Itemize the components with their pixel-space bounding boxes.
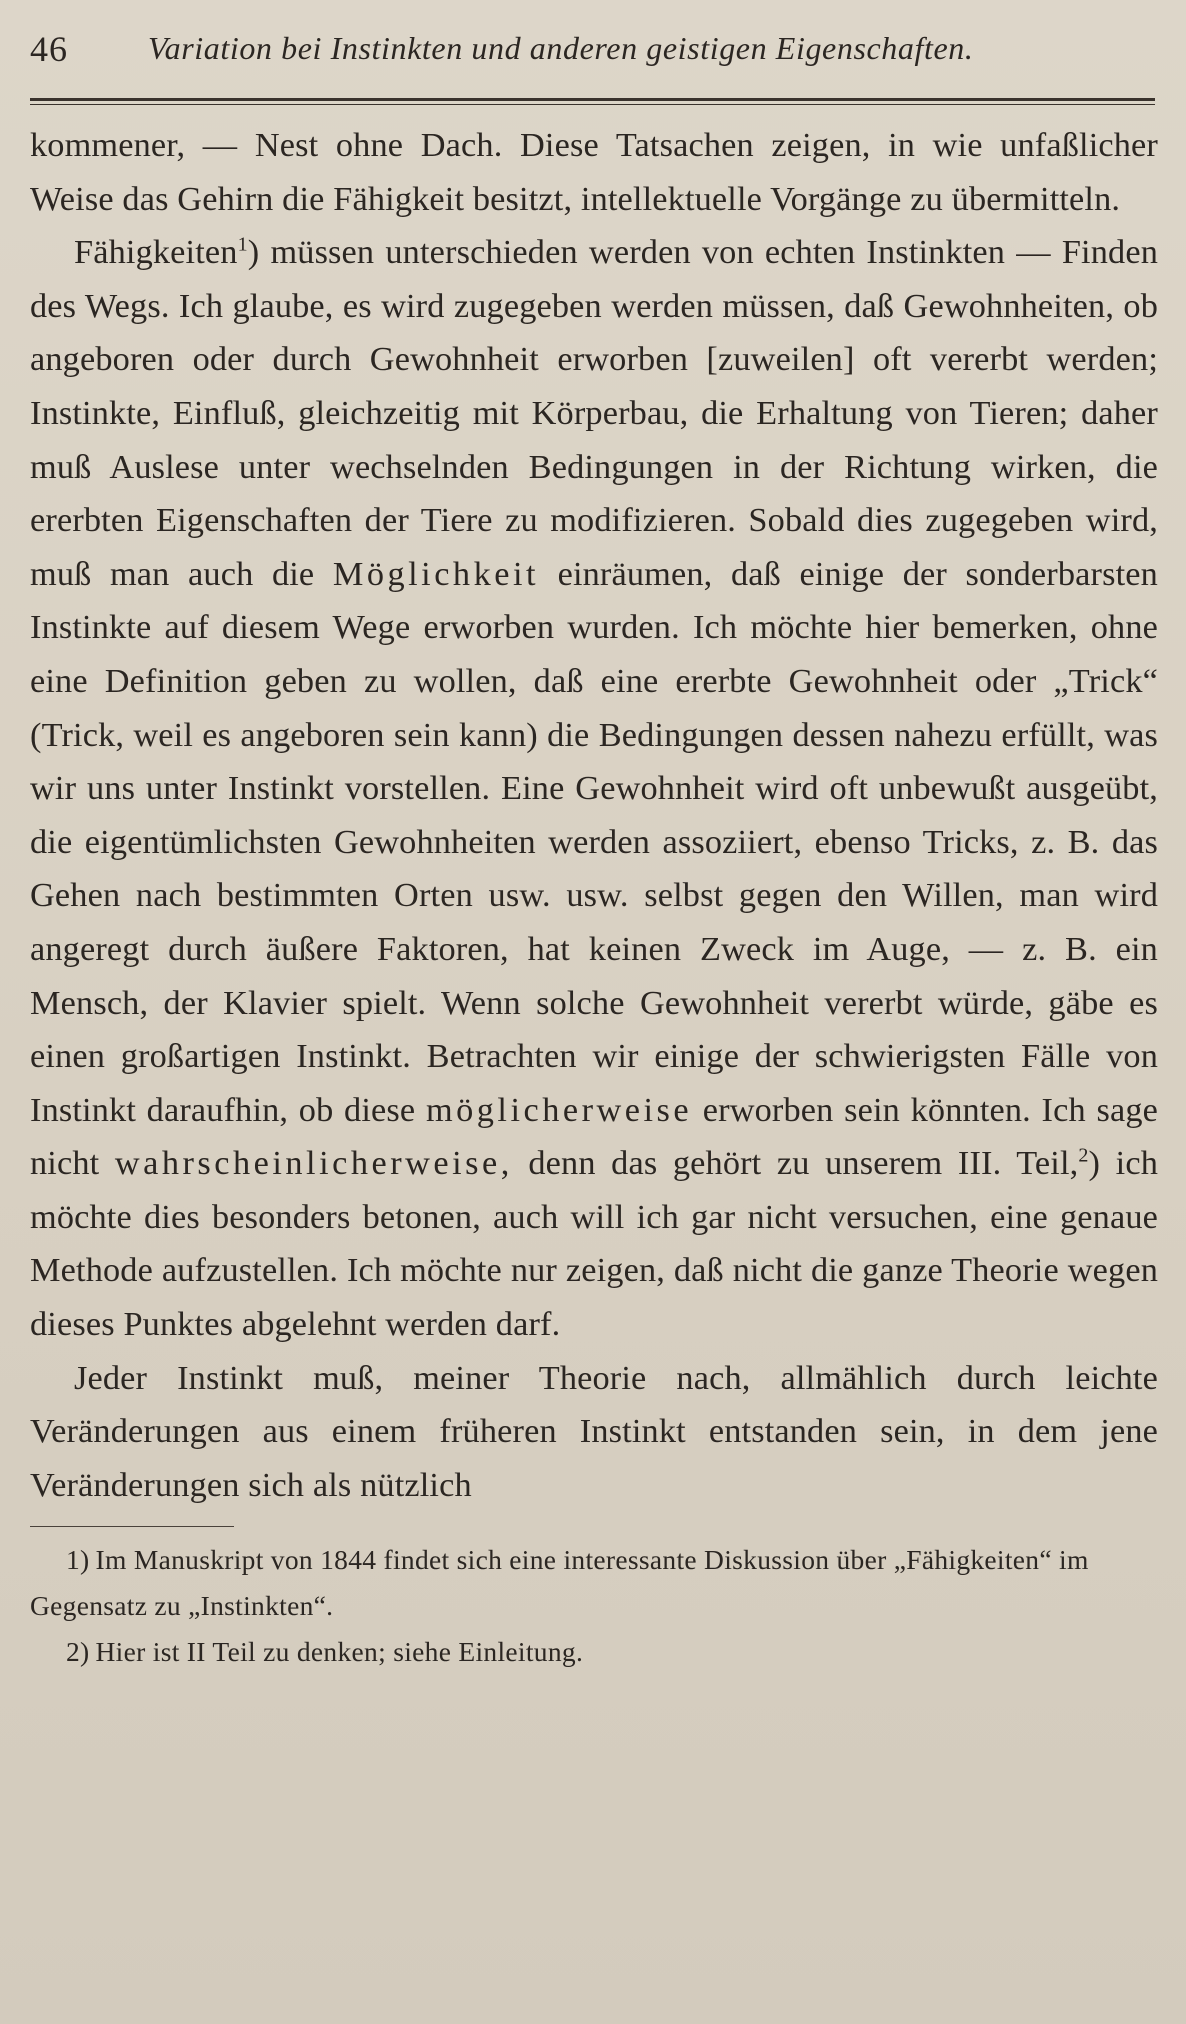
paragraph-2-part-5: denn das gehört zu unserem III. Teil, [528,1144,1079,1183]
paragraph-2-part-2: ) müssen unterschieden werden von echten Instinkten — Finden des Wegs. Ich glaube, es wird zugegeben werden müssen, daß Gewohnheiten, ob angeboren oder durch Gewohnheit erworben [zuweilen] oft vererbt werden; Instinkte, Einfluß, gleichzeitig mit Körperbau, die Erhaltung von Tieren; daher muß Auslese unter wechselnden Bedingungen in der Richtung wirken, die ererbten Eigenschaften der Tiere zu modifizieren. Sobald dies zugegeben wird, muß man auch die [30,233,1158,593]
paragraph-2-part-4: erworben sein könnten. Ich sage nicht [30,1090,1158,1183]
footnote-2 [30,1629,1158,1675]
running-head [30,22,1158,80]
header-rule [30,98,1155,105]
footnote-text: Im Manuskript von 1844 findet sich eine interessante Diskussion über „Fähigkeiten“ im Gegensatz zu „Instinkten“. [30,1544,1089,1622]
footnote-marker: 2) [66,1636,90,1668]
footnotes [30,1537,1158,1675]
footnote-text: Hier ist II Teil zu denken; siehe Einleitung. [95,1636,584,1668]
footnote-1 [30,1537,1158,1629]
paragraph-2 [30,226,1158,1351]
spaced-emphasis-1: Möglichkeit [332,554,540,593]
paragraph-1: kommener, — Nest ohne Dach. Diese Tatsachen zeigen, in wie unfaßlicher Weise das Gehirn die Fähigkeit besitzt, intellektuelle Vorgänge zu übermitteln. [30,126,1158,218]
body-text [30,119,1158,1512]
footnote-marker: 1) [66,1544,90,1576]
footnote-rule [30,1526,234,1527]
paragraph-3: Jeder Instinkt muß, meiner Theorie nach, allmählich durch leichte Veränderungen aus einem früheren Instinkt entstanden sein, in dem jene Veränderungen sich als nützlich [30,1358,1158,1504]
paragraph-2-part-1: Fähigkeiten [74,233,238,272]
page-number: 46 [30,29,68,69]
footnote-ref-1: 1 [237,233,248,256]
spaced-emphasis-2: möglicherweise [425,1090,693,1129]
paragraph-2-part-6: ) ich möchte dies besonders betonen, auch will ich gar nicht versuchen, eine genaue Methode aufzustellen. Ich möchte nur zeigen, daß nicht die ganze Theorie wegen dieses Punktes abgelehnt werden darf. [30,1144,1159,1344]
running-title: Variation bei Instinkten und anderen geistigen Eigenschaften. [148,30,974,66]
footnote-ref-2: 2 [1078,1144,1089,1167]
paragraph-2-part-3: einräumen, daß einige der sonderbarsten Instinkte auf diesem Wege erworben wurden. Ich möchte hier bemerken, ohne eine Definition geben zu wollen, daß eine ererbte Gewohnheit oder „Trick“ (Trick, weil es angeboren sein kann) die Bedingungen dessen nahezu erfüllt, was wir uns unter Instinkt vorstellen. Eine Gewohnheit wird oft unbewußt ausgeübt, die eigentümlichsten Gewohnheiten werden assoziiert, ebenso Tricks, z. B. das Gehen nach bestimmten Orten usw. usw. selbst gegen den Willen, man wird angeregt durch äußere Faktoren, hat keinen Zweck im Auge, — z. B. ein Mensch, der Klavier spielt. Wenn solche Gewohnheit vererbt würde, gäbe es einen großartigen Instinkt. Betrachten wir einige der schwierigsten Fälle von Instinkt daraufhin, ob diese [30,554,1158,1129]
spaced-emphasis-3: wahrscheinlicherweise, [114,1144,513,1183]
